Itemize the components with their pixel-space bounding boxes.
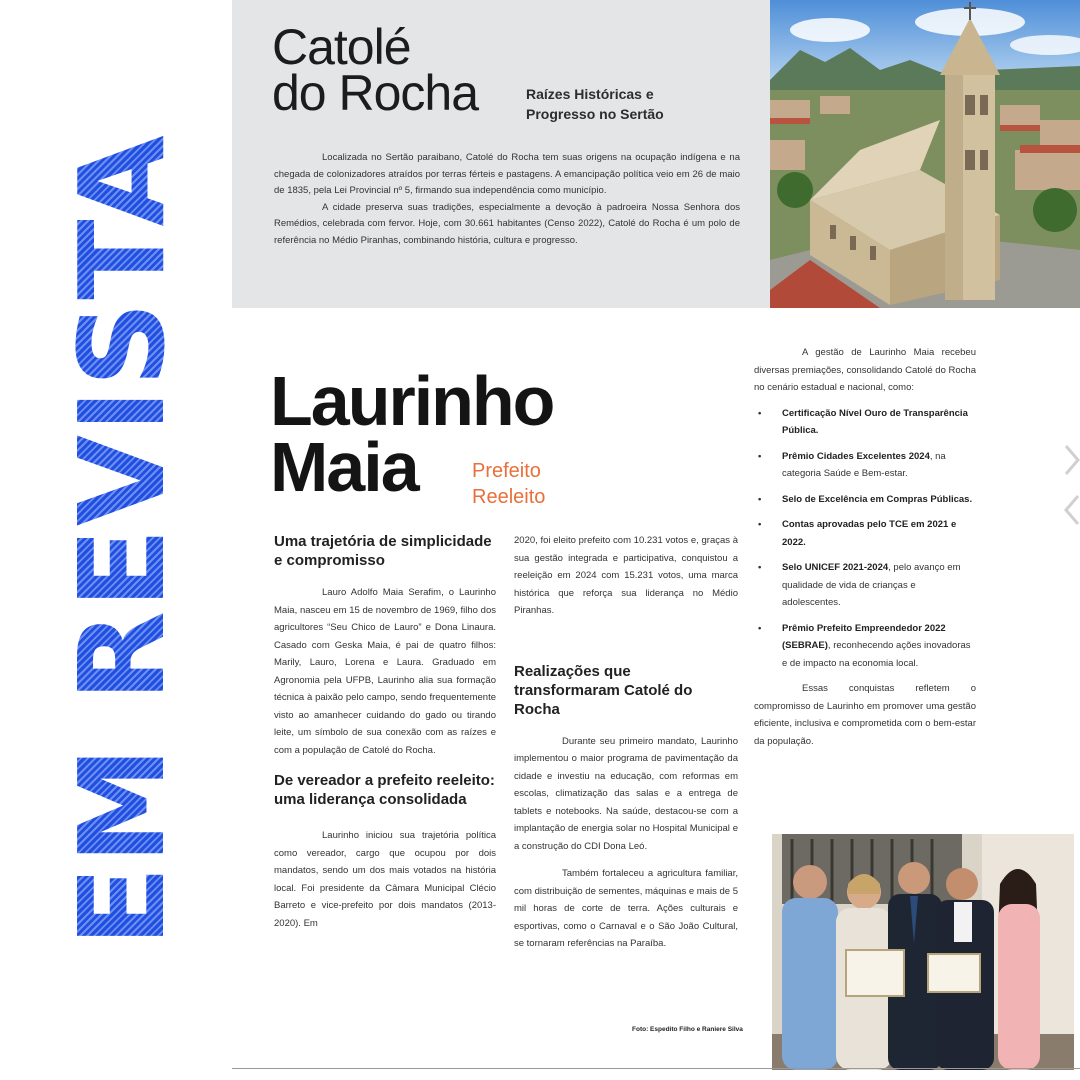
city-title (272, 19, 479, 121)
photo-credit: Foto: Espedito Filho e Raniere Silva (632, 1026, 743, 1033)
awards-outro: Essas conquistas refletem o compromisso de Laurinho em promover uma gestão eficiente, inclusiva e comprometida com o bem-estar da população. (754, 683, 976, 747)
next-page-chevron-icon[interactable] (1062, 440, 1080, 530)
award-item: • Prêmio Cidades Excelentes 2024, na categoria Saúde e Bem-estar. (754, 448, 976, 483)
profile-name-line1: Laurinho (270, 362, 554, 440)
article-column-3 (754, 344, 976, 750)
section-paragraph: 2020, foi eleito prefeito com 10.231 votos e, graças à sua gestão integrada e participativa, conquistou a reeleição em 2024 com 15.231 votos, uma marca histórica que reforça sua liderança no Médio Piranhas. (514, 535, 738, 616)
city-title-line1: Catolé (272, 19, 411, 75)
award-item: • Selo UNICEF 2021-2024, pelo avanço em qualidade de vida de crianças e adolescentes. (754, 559, 976, 612)
award-item: • Certificação Nível Ouro de Transparência Pública. (754, 405, 976, 440)
section-paragraph: Laurinho iniciou sua trajetória política como vereador, cargo que ocupou por dois mandatos, sendo um dos mais votados na história local. Foi presidente da Câmara Municipal Clécio Barreto e vice-prefeito por dois mandatos (2013-2020). Em (274, 830, 496, 929)
article-column-1 (274, 532, 496, 932)
awards-intro: A gestão de Laurinho Maia recebeu diversas premiações, consolidando Catolé do Rocha no cenário estadual e nacional, como: (754, 347, 976, 393)
award-item: • Contas aprovadas pelo TCE em 2021 e 2022. (754, 516, 976, 551)
masthead-title: EM REVISTA (53, 133, 191, 947)
bottom-divider (232, 1068, 1080, 1069)
awards-list (754, 405, 976, 673)
city-subtitle: Raízes Históricas e Progresso no Sertão (526, 86, 664, 122)
article-column-2 (514, 532, 738, 953)
award-item: • Prêmio Prefeito Empreendedor 2022 (SEBRAE), reconhecendo ações inovadoras e de impacto na economia local. (754, 620, 976, 673)
profile-role-line1: Prefeito (472, 460, 541, 482)
profile-name-line2: Maia (270, 428, 418, 506)
award-item: • Selo de Excelência em Compras Públicas. (754, 491, 976, 509)
section-title: Uma trajetória de simplicidade e compromisso (274, 533, 492, 569)
profile-role (472, 458, 545, 510)
section-paragraph: Lauro Adolfo Maia Serafim, o Laurinho Maia, nasceu em 15 de novembro de 1969, filho dos agricultores “Seu Chico de Lauro” e Dona Linaura. Casado com Geska Maia, é pai de quatro filhos: Marily, Lauro, Lorena e Laura. Graduado em Agronomia pela UFPB, Laurinho alia sua formação técnica à paixão pelo campo, sendo frequentemente visto ao amanhecer cuidando do gado ou tirando leite, um símbolo de sua conexão com as raízes e com a população de Catolé do Rocha. (274, 587, 496, 756)
church-photo (770, 0, 1080, 308)
masthead (0, 0, 232, 1080)
profile-role-line2: Reeleito (472, 486, 546, 508)
section-paragraph: Durante seu primeiro mandato, Laurinho implementou o maior programa de pavimentação da cidade e investiu na educação, com reformas em escolas, climatização das salas e a entrega de tablets e notebooks. Na saúde, destacou-se com a implantação de energia solar no Hospital Municipal e a construção do CDI Dona Leó. (514, 735, 738, 852)
section-title: De vereador a prefeito reeleito: uma liderança consolidada (274, 772, 495, 808)
section-title: Realizações que transformaram Catolé do Rocha (514, 662, 693, 718)
city-paragraph: Localizada no Sertão paraibano, Catolé do Rocha tem suas origens na ocupação indígena e na chegada de colonizadores atraídos por terras férteis e pastagens. A emancipação política veio em 26 de maio de 1835, pela Lei Provincial nº 5, firmando sua independência como município. (274, 152, 740, 196)
city-paragraph: A cidade preserva suas tradições, especialmente a devoção à padroeira Nossa Senhora dos Remédios, celebrada com fervor. Hoje, com 30.661 habitantes (Censo 2022), Catolé do Rocha é um polo de referência no Médio Piranhas, combinando história, cultura e progresso. (274, 201, 740, 246)
city-body (274, 150, 740, 249)
city-title-line2: do Rocha (272, 65, 479, 121)
group-photo (772, 834, 1074, 1070)
section-paragraph: Também fortaleceu a agricultura familiar, com distribuição de sementes, máquinas e mais de 5 mil horas de corte de terra. Ações culturais e esportivas, como o Carnaval e o São João Cultural, se tornaram referências na Paraíba. (514, 868, 738, 949)
